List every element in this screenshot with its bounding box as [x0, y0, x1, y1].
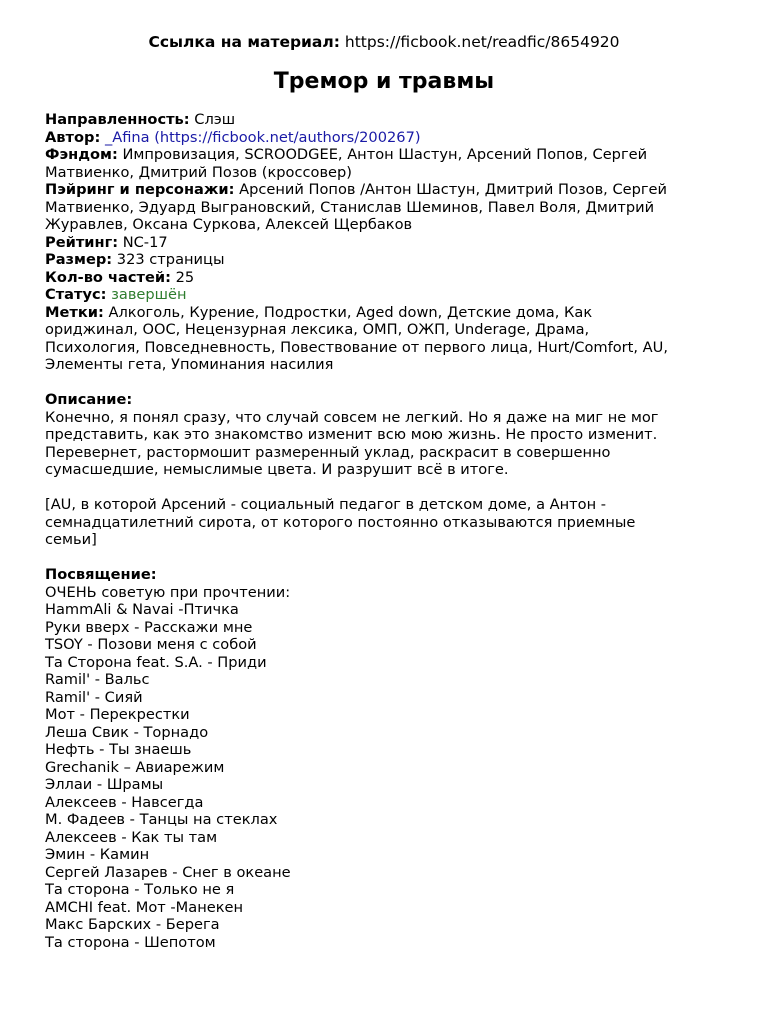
song-item: Алексеев - Навсегда: [45, 793, 204, 811]
meta-pairing: [45, 181, 725, 199]
meta-direction: [45, 111, 725, 129]
meta-direction-label: Направленность:: [45, 111, 190, 128]
meta-status: [45, 286, 725, 304]
meta-status-value: завершён: [111, 286, 187, 303]
meta-tags-value-3: Психология, Повседневность, Повествование от первого лица, Hurt/Comfort, AU,: [45, 338, 668, 356]
spacer: [45, 549, 725, 567]
song-item: Макс Барских - Берега: [45, 916, 220, 933]
song-item: Леша Свик - Торнадо: [45, 723, 209, 741]
document-body: [45, 111, 725, 951]
meta-parts-value: 25: [175, 268, 195, 286]
meta-size-label: Размер:: [45, 251, 113, 268]
description-note-line: семьи]: [45, 531, 97, 548]
meta-fandom-value-2: Матвиенко, Дмитрий Позов (кроссовер): [45, 163, 352, 181]
meta-size: [45, 251, 725, 269]
meta-tags-value-2: ориджинал, ООС, Нецензурная лексика, ОМП, ОЖП, Underage, Драма,: [45, 321, 590, 338]
meta-pairing-value-1: Арсений Попов /Антон Шастун, Дмитрий Позов, Сергей: [239, 181, 668, 198]
source-link-label: Ссылка на материал:: [148, 33, 340, 51]
dedication-heading: Посвящение:: [45, 566, 157, 583]
source-link-url[interactable]: https://ficbook.net/readfic/8654920: [344, 33, 620, 51]
meta-direction-value: Слэш: [194, 111, 236, 128]
page-title: Тремор и травмы: [273, 69, 495, 94]
meta-fandom-value-1: Импровизация, SCROODGEE, Антон Шастун, Арсений Попов, Сергей: [122, 146, 648, 163]
spacer: [45, 479, 725, 497]
song-item: HammAli & Navai -Птичка: [45, 601, 239, 618]
song-item: Алексеев - Как ты там: [45, 828, 218, 846]
description-line: Перевернет, растормошит размеренный уклад, раскрасит в совершенно: [45, 443, 611, 461]
song-item: Мот - Перекрестки: [45, 706, 190, 723]
song-item: Та сторона - Шепотом: [45, 933, 216, 951]
meta-fandom-label: Фэндом:: [45, 146, 118, 163]
meta-status-label: Статус:: [45, 286, 107, 303]
description-line: сумасшедшие, немыслимые цвета. И разрушит всё в итоге.: [45, 461, 509, 478]
author-link[interactable]: _Afina (https://ficbook.net/authors/200267): [104, 128, 421, 146]
meta-author: [45, 129, 725, 147]
meta-rating-value: NC-17: [122, 233, 168, 251]
song-item: Руки вверх - Расскажи мне: [45, 618, 253, 636]
description-heading: Описание:: [45, 391, 133, 408]
dedication-intro: ОЧЕНЬ советую при прочтении:: [45, 583, 291, 601]
meta-pairing-value-3: Журавлев, Оксана Суркова, Алексей Щербаков: [45, 216, 413, 233]
description-line: представить, как это знакомство изменит всю мою жизнь. Не просто изменит.: [45, 426, 658, 443]
description-note-line: [AU, в которой Арсений - социальный педагог в детском доме, а Антон -: [45, 496, 607, 513]
meta-rating-label: Рейтинг:: [45, 233, 119, 251]
song-item: Сергей Лазарев - Снег в океане: [45, 863, 291, 881]
song-item: Ramil' - Вальс: [45, 671, 150, 688]
meta-parts-label: Кол-во частей:: [45, 268, 171, 286]
song-item: Эллаи - Шрамы: [45, 776, 164, 793]
song-item: Нефть - Ты знаешь: [45, 741, 192, 758]
spacer: [45, 374, 725, 392]
description-line: Конечно, я понял сразу, что случай совсем не легкий. Но я даже на миг не мог: [45, 408, 659, 426]
meta-fandom: [45, 146, 725, 164]
meta-tags-value-1: Алкоголь, Курение, Подростки, Aged down, Детские дома, Как: [108, 303, 593, 321]
meta-tags-value-4: Элементы гета, Упоминания насилия: [45, 356, 334, 373]
meta-size-value: 323 страницы: [116, 251, 225, 268]
meta-author-label: Автор:: [45, 128, 101, 146]
song-item: Та сторона - Только не я: [45, 881, 235, 898]
song-item: М. Фадеев - Танцы на стеклах: [45, 811, 278, 828]
song-item: Ramil' - Сияй: [45, 688, 143, 706]
song-item: TSOY - Позови меня с собой: [45, 636, 257, 653]
description-note-line: семнадцатилетний сирота, от которого постоянно отказываются приемные: [45, 513, 636, 531]
song-item: AMCHI feat. Мот -Манекен: [45, 898, 244, 916]
meta-pairing-label: Пэйринг и персонажи:: [45, 181, 235, 198]
meta-tags: [45, 304, 725, 322]
song-item: Grechanik – Авиарежим: [45, 758, 225, 776]
meta-rating: [45, 234, 725, 252]
song-item: Та Сторона feat. S.A. - Приди: [45, 653, 267, 671]
song-item: Эмин - Камин: [45, 846, 150, 863]
meta-pairing-value-2: Матвиенко, Эдуард Выграновский, Станислав Шеминов, Павел Воля, Дмитрий: [45, 198, 655, 216]
meta-tags-label: Метки:: [45, 303, 104, 321]
source-link-line: [0, 32, 768, 52]
meta-parts: [45, 269, 725, 287]
